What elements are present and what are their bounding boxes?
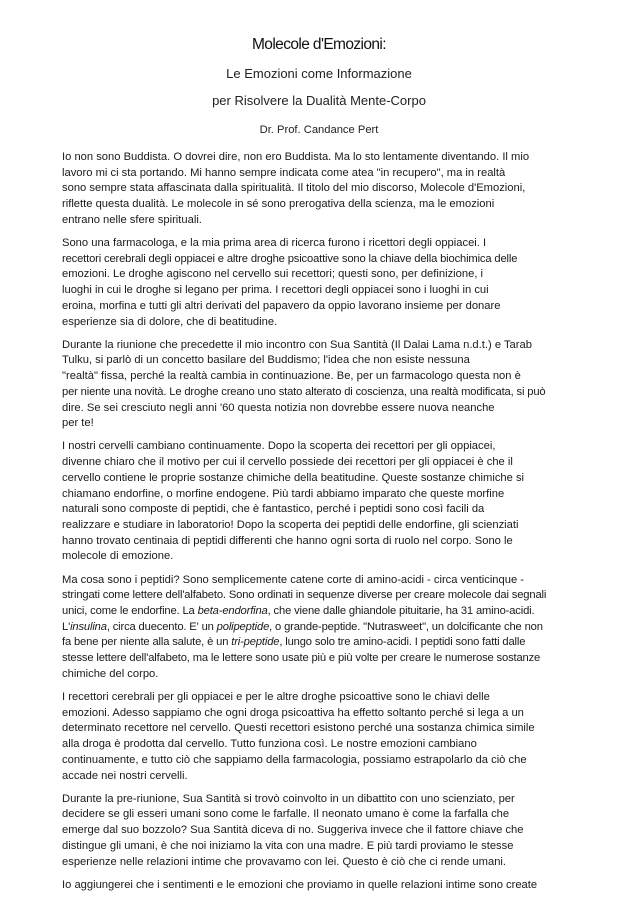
paragraph-line: emozioni. Adesso sappiamo che ogni droga psicoattiva ha effetto soltanto perché si lega a un <box>62 706 524 719</box>
document-subtitle-1: Le Emozioni come Informazione <box>226 66 412 81</box>
paragraph-line: luoghi in cui le droghe si legano per prima. I recettori degli oppiacei sono i luoghi in cui <box>62 284 489 297</box>
paragraph-line: Durante la pre-riunione, Sua Santità si trovò coinvolto in un dibattito con uno scienziato, per <box>62 792 515 805</box>
document-title: Molecole d'Emozioni: <box>252 36 386 53</box>
paragraph-line: hanno trovato centinaia di peptidi differenti che hanno ogni sorta di ruolo nel corpo. Sono le <box>62 534 513 547</box>
paragraph <box>62 338 582 432</box>
paragraph <box>62 236 582 330</box>
paragraph-line: I nostri cervelli cambiano continuamente. Dopo la scoperta dei recettori per gli oppiacei, <box>62 440 496 453</box>
paragraph-line: Io aggiungerei che i sentimenti e le emozioni che proviamo in quelle relazioni intime sono create <box>62 878 538 891</box>
paragraph-line: eroina, morfina e tutti gli altri derivati del papavero da oppio lavorano insieme per donare <box>62 299 501 312</box>
paragraph-line: lavoro mi ci sta portando. Mi hanno sempre indicata come atea "in recupero", ma in realtà <box>62 166 506 179</box>
paragraph-line: stesse lettere dell'alfabeto, ma le lettere sono usate più e più volte per creare le numerose sostanze <box>62 652 541 665</box>
paragraph <box>62 878 582 894</box>
paragraph-line: Sono una farmacologa, e la mia prima area di ricerca furono i ricettori degli oppiacei. I <box>62 237 487 250</box>
document-body <box>62 150 582 893</box>
paragraph-line: entrano nelle sfere spirituali. <box>62 213 202 226</box>
paragraph-line: riflette questa dualità. Le molecole in sé sono prerogativa della scienza, ma le emozioni <box>62 198 495 211</box>
paragraph-line: determinato recettore nel cervello. Questi recettori esistono perché una sostanza chimica simile <box>62 722 535 735</box>
paragraph-line: decidere se gli esseri umani sono come le farfalle. Il neonato umano è come la farfalla che <box>62 808 510 821</box>
paragraph-line: realizzare e studiare in laboratorio! Dopo la scoperta dei peptidi delle endorfine, gli scienziati <box>62 518 519 531</box>
paragraph-line: L'insulina, circa duecento. E' un polipeptide, o grande-peptide. "Nutrasweet", un dolcificante che non <box>62 620 543 633</box>
paragraph-line: dire. Se sei cresciuto negli anni '60 questa notizia non dovrebbe essere nuova neanche <box>62 401 495 414</box>
paragraph-line: Tulku, si parlò di un concetto basilare del Buddismo; l'idea che non esiste nessuna <box>62 354 470 367</box>
paragraph-line: per te! <box>62 417 94 430</box>
paragraph-line: molecole di emozione. <box>62 550 174 563</box>
paragraph <box>62 573 582 683</box>
paragraph-line: recettori cerebrali degli oppiacei e altre droghe psicoattive sono la chiave della biochimica delle <box>62 252 518 265</box>
document-subtitle-2: per Risolvere la Dualità Mente-Corpo <box>212 93 426 108</box>
paragraph-line: per niente una novità. Le droghe creano uno stato alterato di coscienza, una realtà modificata, si può <box>62 385 546 398</box>
paragraph-line: Io non sono Buddista. O dovrei dire, non ero Buddista. Ma lo sto lentamente diventando. Il mio <box>62 151 530 163</box>
paragraph-line: emozioni. Le droghe agiscono nel cervello sui recettori; questi sono, per definizione, i <box>62 268 484 281</box>
paragraph-line: naturali sono composte di peptidi, che è fantastico, perché i peptidi sono così facili da <box>62 503 485 516</box>
paragraph-line: distingue gli umani, è che noi iniziamo la vita con una madre. E più tardi proviamo le stesse <box>62 839 514 852</box>
paragraph-line: "realtà" fissa, perché la realtà cambia in continuazione. Be, per un farmacologo questa non è <box>62 370 521 383</box>
paragraph <box>62 439 582 565</box>
paragraph-line: sono sempre stata affascinata dalla spiritualità. Il titolo del mio discorso, Molecole d'Emozioni, <box>62 182 526 195</box>
paragraph-line: unici, come le endorfine. La beta-endorfina, che viene dalle ghiandole pituitarie, ha 31 amino-acidi. <box>62 604 535 617</box>
paragraph-line: alla droga è prodotta dal cervello. Tutto funziona così. Le nostre emozioni cambiano <box>62 738 477 751</box>
paragraph <box>62 690 582 784</box>
paragraph-line: divenne chiaro che il motivo per cui il cervello possiede dei recettori per gli oppiacei è che il <box>62 456 513 469</box>
paragraph-line: fa bene per niente alla salute, è un tri-peptide, lungo solo tre amino-acidi. I peptidi sono fatti dalle <box>62 636 526 649</box>
paragraph-line: chimiche del corpo. <box>62 667 159 680</box>
paragraph-line: accade nei nostri cervelli. <box>62 769 188 782</box>
paragraph-line: esperienze sia di dolore, che di beatitudine. <box>62 315 278 328</box>
paragraph-line: Ma cosa sono i peptidi? Sono semplicemente catene corte di amino-acidi - circa venticinque - <box>62 573 525 586</box>
paragraph-line: esperienze nelle relazioni intime che provavamo con lei. Questo è ciò che ci rende umani. <box>62 855 507 868</box>
paragraph-line: cervello contiene le proprie sostanze chimiche della beatitudine. Queste sostanze chimiche si <box>62 471 525 484</box>
document-author: Dr. Prof. Candance Pert <box>259 124 379 136</box>
paragraph-line: I recettori cerebrali per gli oppiacei e per le altre droghe psicoattive sono le chiavi delle <box>62 691 490 703</box>
paragraph <box>62 792 582 871</box>
paragraph-line: emerge dal suo bozzolo? Sua Santità diceva di no. Suggeriva invece che il fattore chiave che <box>62 824 524 837</box>
paragraph-line: continuamente, e tutto ciò che sappiamo della farmacologia, possiamo estrapolarlo da ciò che <box>62 753 527 766</box>
paragraph-line: Durante la riunione che precedette il mio incontro con Sua Santità (Il Dalai Lama n.d.t.) e Tarab <box>62 338 532 351</box>
paragraph-line: stringati come lettere dell'alfabeto. Sono ordinati in sequenze diverse per creare molecole dai segnali <box>62 589 547 602</box>
paragraph <box>62 150 582 229</box>
paragraph-line: chiamano endorfine, o morfine endogene. Più tardi abbiamo imparato che queste morfine <box>62 487 505 500</box>
